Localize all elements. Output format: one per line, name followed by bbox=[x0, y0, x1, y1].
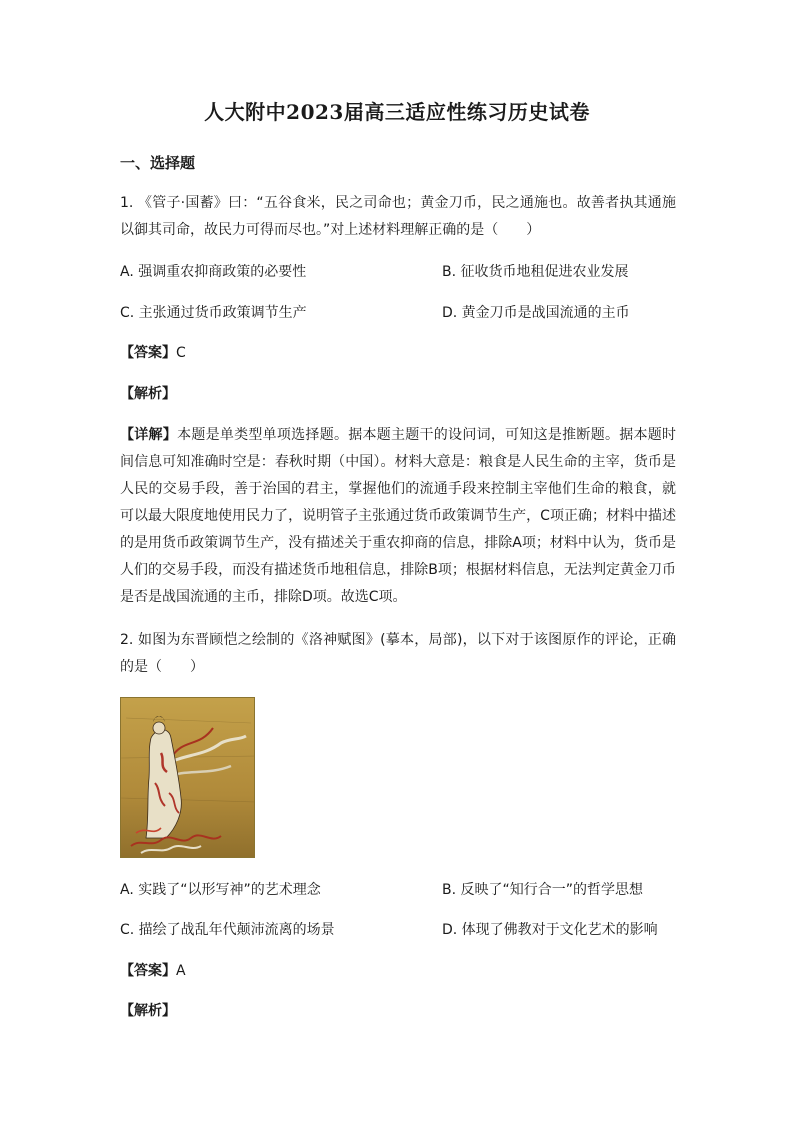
answer-label: 【答案】 bbox=[120, 963, 176, 979]
question-1-option-d: D. 黄金刀币是战国流通的主币 bbox=[442, 305, 630, 321]
question-1-option-a: A. 强调重农抑商政策的必要性 bbox=[120, 264, 307, 280]
question-2-analysis-label bbox=[120, 1001, 176, 1021]
question-2-answer bbox=[120, 961, 186, 981]
section-heading: 一、选择题 bbox=[120, 154, 196, 172]
detail-text: 本题是单类型单项选择题。据本题主题干的设问词，可知这是推断题。据本题时间信息可知准确时空是：春秋时期（中国）。材料大意是：粮食是人民生命的主宰，货币是人民的交易手段，善于治国的君主，掌握他们的流通手段来控制主宰他们生命的粮食，就可以最大限度地使用民力了，说明管子主张通过货币政策调节生产，C项正确；材料中描述的是用货币政策调节生产，没有描述关于重农抑商的信息，排除A项；材料中认为，货币是人们的交易手段，而没有描述货币地租信息，排除B项；根据材料信息，无法判定黄金刀币是否是战国流通的主币，排除D项。故选C项。 bbox=[120, 427, 677, 605]
analysis-label: 【解析】 bbox=[120, 386, 176, 402]
painting-luoshen-fu-figure bbox=[120, 697, 255, 858]
answer-value: C bbox=[176, 345, 186, 361]
painting-luoshen-fu-icon bbox=[121, 698, 255, 858]
question-1-stem: 1. 《管子·国蓄》曰：“五谷食米，民之司命也；黄金刀币，民之通施也。故善者执其通施以御其司命，故民力可得而尽也。”对上述材料理解正确的是（ ） bbox=[120, 195, 676, 238]
question-2-stem: 2. 如图为东晋顾恺之绘制的《洛神赋图》(摹本，局部)，以下对于该图原作的评论，正确的是（ ） bbox=[120, 632, 676, 675]
question-2-option-b: B. 反映了“知行合一”的哲学思想 bbox=[442, 882, 644, 898]
question-2-option-a: A. 实践了“以形写神”的艺术理念 bbox=[120, 882, 321, 898]
document-title: 人大附中2023届高三适应性练习历史试卷 bbox=[204, 100, 590, 124]
question-1-answer bbox=[120, 343, 186, 363]
question-1-detail bbox=[120, 422, 676, 611]
question-2-option-d: D. 体现了佛教对于文化艺术的影响 bbox=[442, 922, 658, 938]
analysis-label: 【解析】 bbox=[120, 1003, 176, 1019]
detail-label: 【详解】 bbox=[120, 427, 178, 443]
answer-label: 【答案】 bbox=[120, 345, 176, 361]
question-1-analysis-label bbox=[120, 384, 176, 404]
answer-value: A bbox=[176, 963, 186, 979]
question-1-option-c: C. 主张通过货币政策调节生产 bbox=[120, 305, 307, 321]
question-2-option-c: C. 描绘了战乱年代颠沛流离的场景 bbox=[120, 922, 335, 938]
question-1-option-b: B. 征收货币地租促进农业发展 bbox=[442, 264, 629, 280]
